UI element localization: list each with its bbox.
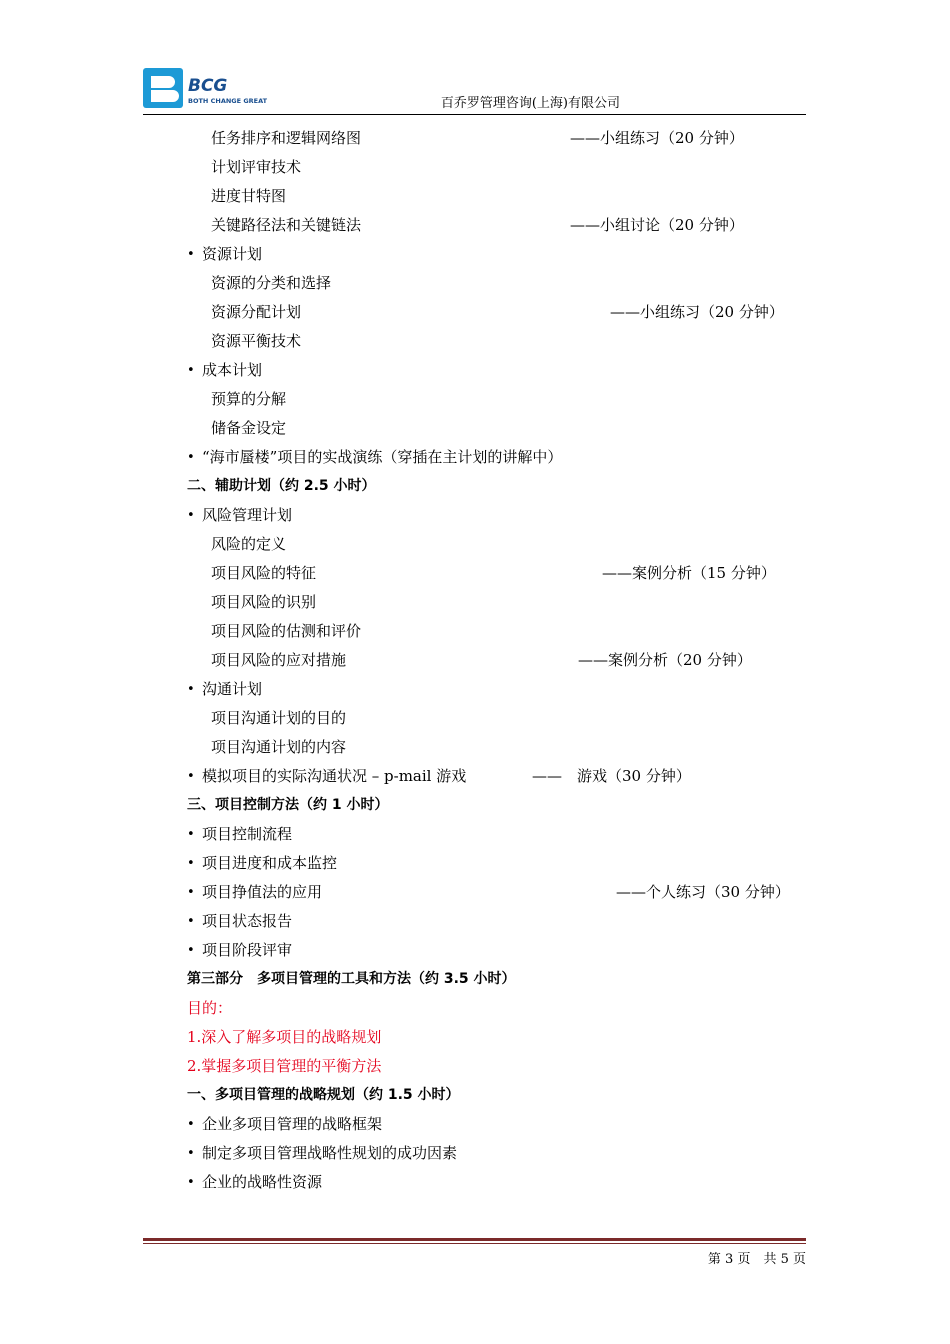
objective-item — [187, 1052, 807, 1081]
activity-note: —— 游戏（30 分钟） — [532, 767, 691, 785]
item-text: 成本计划 — [202, 361, 263, 379]
item-text: 1.深入了解多项目的战略规划 — [187, 1028, 382, 1046]
item-text: “海市蜃楼”项目的实战演练（穿插在主计划的讲解中） — [202, 448, 563, 466]
list-item — [187, 414, 807, 443]
item-text: 制定多项目管理战略性规划的成功因素 — [202, 1144, 458, 1162]
item-text: 项目风险的识别 — [211, 593, 317, 611]
list-item — [187, 733, 807, 762]
section-heading — [187, 791, 807, 820]
activity-note: ——案例分析（20 分钟） — [578, 651, 752, 669]
item-text: 目的： — [187, 999, 233, 1017]
bcg-logo — [143, 66, 283, 110]
objective-item — [187, 1023, 807, 1052]
item-text: 项目沟通计划的内容 — [211, 738, 347, 756]
item-text: 项目挣值法的应用 — [202, 883, 323, 901]
item-text: 资源平衡技术 — [211, 332, 302, 350]
item-text: 沟通计划 — [202, 680, 263, 698]
list-item — [187, 704, 807, 733]
list-item — [187, 269, 807, 298]
activity-note: ——小组讨论（20 分钟） — [570, 216, 744, 234]
item-text: 预算的分解 — [211, 390, 287, 408]
bullet-item — [187, 501, 807, 530]
list-item — [187, 182, 807, 211]
bullet-item — [187, 443, 807, 472]
list-item — [187, 588, 807, 617]
list-item — [187, 530, 807, 559]
heading-text: 第三部分 多项目管理的工具和方法（约 3.5 小时） — [187, 971, 516, 987]
list-item — [187, 646, 807, 675]
document-body — [187, 124, 807, 1197]
page-header — [143, 64, 806, 115]
item-text: 企业多项目管理的战略框架 — [202, 1115, 383, 1133]
item-text: 资源计划 — [202, 245, 263, 263]
item-text: 计划评审技术 — [211, 158, 302, 176]
objective-label — [187, 994, 807, 1023]
bullet-item — [187, 936, 807, 965]
bullet-item — [187, 356, 807, 385]
page-number: 第 3 页 共 5 页 — [707, 1252, 806, 1267]
item-text: 资源分配计划 — [211, 303, 302, 321]
heading-text: 一、多项目管理的战略规划（约 1.5 小时） — [187, 1087, 460, 1103]
bullet-item — [187, 820, 807, 849]
activity-note: ——案例分析（15 分钟） — [602, 564, 776, 582]
item-text: 项目进度和成本监控 — [202, 854, 338, 872]
bullet-item — [187, 1168, 807, 1197]
bullet-item — [187, 1110, 807, 1139]
item-text: 项目风险的应对措施 — [211, 651, 347, 669]
item-text: 项目风险的估测和评价 — [211, 622, 362, 640]
activity-note: ——个人练习（30 分钟） — [616, 883, 790, 901]
list-item — [187, 298, 807, 327]
item-text: 储备金设定 — [211, 419, 287, 437]
list-item — [187, 617, 807, 646]
bullet-item — [187, 240, 807, 269]
item-text: 风险管理计划 — [202, 506, 293, 524]
item-text: 风险的定义 — [211, 535, 287, 553]
activity-note: ——小组练习（20 分钟） — [610, 303, 784, 321]
list-item — [187, 327, 807, 356]
list-item — [187, 124, 807, 153]
item-text: 项目沟通计划的目的 — [211, 709, 347, 727]
item-text: 2.掌握多项目管理的平衡方法 — [187, 1057, 382, 1075]
item-text: 项目阶段评审 — [202, 941, 293, 959]
list-item — [187, 385, 807, 414]
section-heading — [187, 472, 807, 501]
list-item — [187, 211, 807, 240]
bullet-item — [187, 675, 807, 704]
bullet-item — [187, 849, 807, 878]
item-text: 项目状态报告 — [202, 912, 293, 930]
item-text: 关键路径法和关键链法 — [211, 216, 362, 234]
bullet-item — [187, 878, 807, 907]
logo-tagline: BOTH CHANGE GREAT — [188, 97, 268, 105]
logo-text: BCG — [188, 76, 228, 96]
item-text: 任务排序和逻辑网络图 — [211, 129, 362, 147]
item-text: 进度甘特图 — [211, 187, 287, 205]
item-text: 项目控制流程 — [202, 825, 293, 843]
item-text: 企业的战略性资源 — [202, 1173, 323, 1191]
company-name: 百乔罗管理咨询(上海)有限公司 — [440, 96, 620, 111]
item-text: 模拟项目的实际沟通状况 – p-mail 游戏 — [202, 767, 467, 785]
footer-rule-thin — [143, 1243, 806, 1244]
footer-rule — [143, 1238, 806, 1241]
activity-note: ——小组练习（20 分钟） — [570, 129, 744, 147]
item-text: 项目风险的特征 — [211, 564, 317, 582]
bullet-item — [187, 907, 807, 936]
list-item — [187, 153, 807, 182]
bullet-item — [187, 1139, 807, 1168]
item-text: 资源的分类和选择 — [211, 274, 332, 292]
heading-text: 二、辅助计划（约 2.5 小时） — [187, 478, 376, 494]
part-heading — [187, 965, 807, 994]
section-heading — [187, 1081, 807, 1110]
bullet-item — [187, 762, 807, 791]
heading-text: 三、项目控制方法（约 1 小时） — [187, 797, 389, 813]
list-item — [187, 559, 807, 588]
